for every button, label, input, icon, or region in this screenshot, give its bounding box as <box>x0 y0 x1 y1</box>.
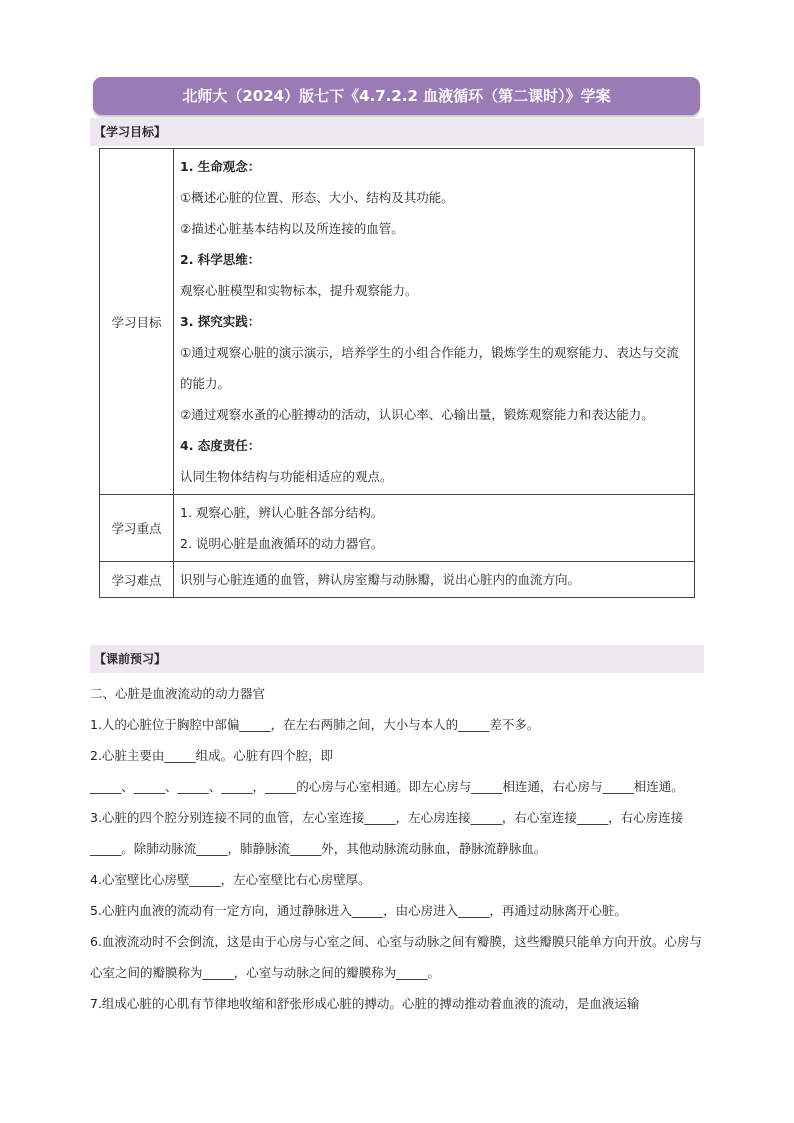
objectives-row <box>100 149 695 495</box>
objective-item: ①通过观察心脏的演示演示，培养学生的小组合作能力，锻炼学生的观察能力、表达与交流的能力。 <box>180 345 679 391</box>
preview-item: 5.心脏内血液的流动有一定方向，通过静脉进入_____，由心房进入_____，再通过动脉离开心脏。 <box>90 903 627 918</box>
key-points-content <box>174 495 695 562</box>
preview-item: 3.心脏的四个腔分别连接不同的血管，左心室连接_____，左心房连接_____，右心室连接_____，右心房连接_____。除肺动脉流_____，肺静脉流_____外，其他动脉流动脉血，静脉流静脉血。 <box>90 810 684 856</box>
preview-item: _____、_____、_____、_____，_____的心房与心室相通。即左心房与_____相连通，右心房与_____相连通。 <box>90 779 684 794</box>
objective-item: ①概述心脏的位置、形态、大小、结构及其功能。 <box>180 190 454 205</box>
preview-item: 2.心脏主要由_____组成。心脏有四个腔，即 <box>90 748 334 763</box>
objective-item: 认同生物体结构与功能相适应的观点。 <box>180 469 393 484</box>
objectives-label: 学习目标 <box>100 149 174 495</box>
preview-item: 1.人的心脏位于胸腔中部偏_____，在左右两肺之间，大小与本人的_____差不多。 <box>90 717 540 732</box>
objective-heading: 4. 态度责任： <box>180 438 261 453</box>
objective-item: 观察心脏模型和实物标本，提升观察能力。 <box>180 283 418 298</box>
preview-content <box>90 678 704 1019</box>
preview-item: 6.血液流动时不会倒流，这是由于心房与心室之间、心室与动脉之间有瓣膜，这些瓣膜只能单方向开放。心房与心室之间的瓣膜称为_____，心室与动脉之间的瓣膜称为_____。 <box>90 934 702 980</box>
preview-section-header: 【课前预习】 <box>90 645 704 673</box>
difficulties-row <box>100 562 695 598</box>
preview-item: 4.心室壁比心房壁_____，左心室壁比右心房壁厚。 <box>90 872 371 887</box>
key-point-item: 1. 观察心脏，辨认心脏各部分结构。 <box>180 505 384 520</box>
document-title: 北师大（2024）版七下《4.7.2.2 血液循环（第二课时）》学案 <box>93 77 700 115</box>
key-points-row <box>100 495 695 562</box>
objective-heading: 2. 科学思维： <box>180 252 261 267</box>
goals-section-header: 【学习目标】 <box>90 118 704 146</box>
objective-item: ②通过观察水蚤的心脏搏动的活动，认识心率、心输出量，锻炼观察能力和表达能力。 <box>180 407 654 422</box>
difficulties-label: 学习难点 <box>100 562 174 598</box>
objective-heading: 1. 生命观念： <box>180 159 261 174</box>
difficulty-text: 识别与心脏连通的血管，辨认房室瓣与动脉瓣，说出心脏内的血流方向。 <box>180 572 581 587</box>
objectives-content <box>174 149 695 495</box>
key-points-label: 学习重点 <box>100 495 174 562</box>
objective-heading: 3. 探究实践： <box>180 314 261 329</box>
objective-item: ②描述心脏基本结构以及所连接的血管。 <box>180 221 404 236</box>
difficulties-content <box>174 562 695 598</box>
preview-heading: 二、心脏是血液流动的动力器官 <box>90 686 266 701</box>
learning-goals-table <box>99 148 695 598</box>
key-point-item: 2. 说明心脏是血液循环的动力器官。 <box>180 536 384 551</box>
preview-item: 7.组成心脏的心肌有节律地收缩和舒张形成心脏的搏动。心脏的搏动推动着血液的流动，是血液运输 <box>90 996 640 1011</box>
